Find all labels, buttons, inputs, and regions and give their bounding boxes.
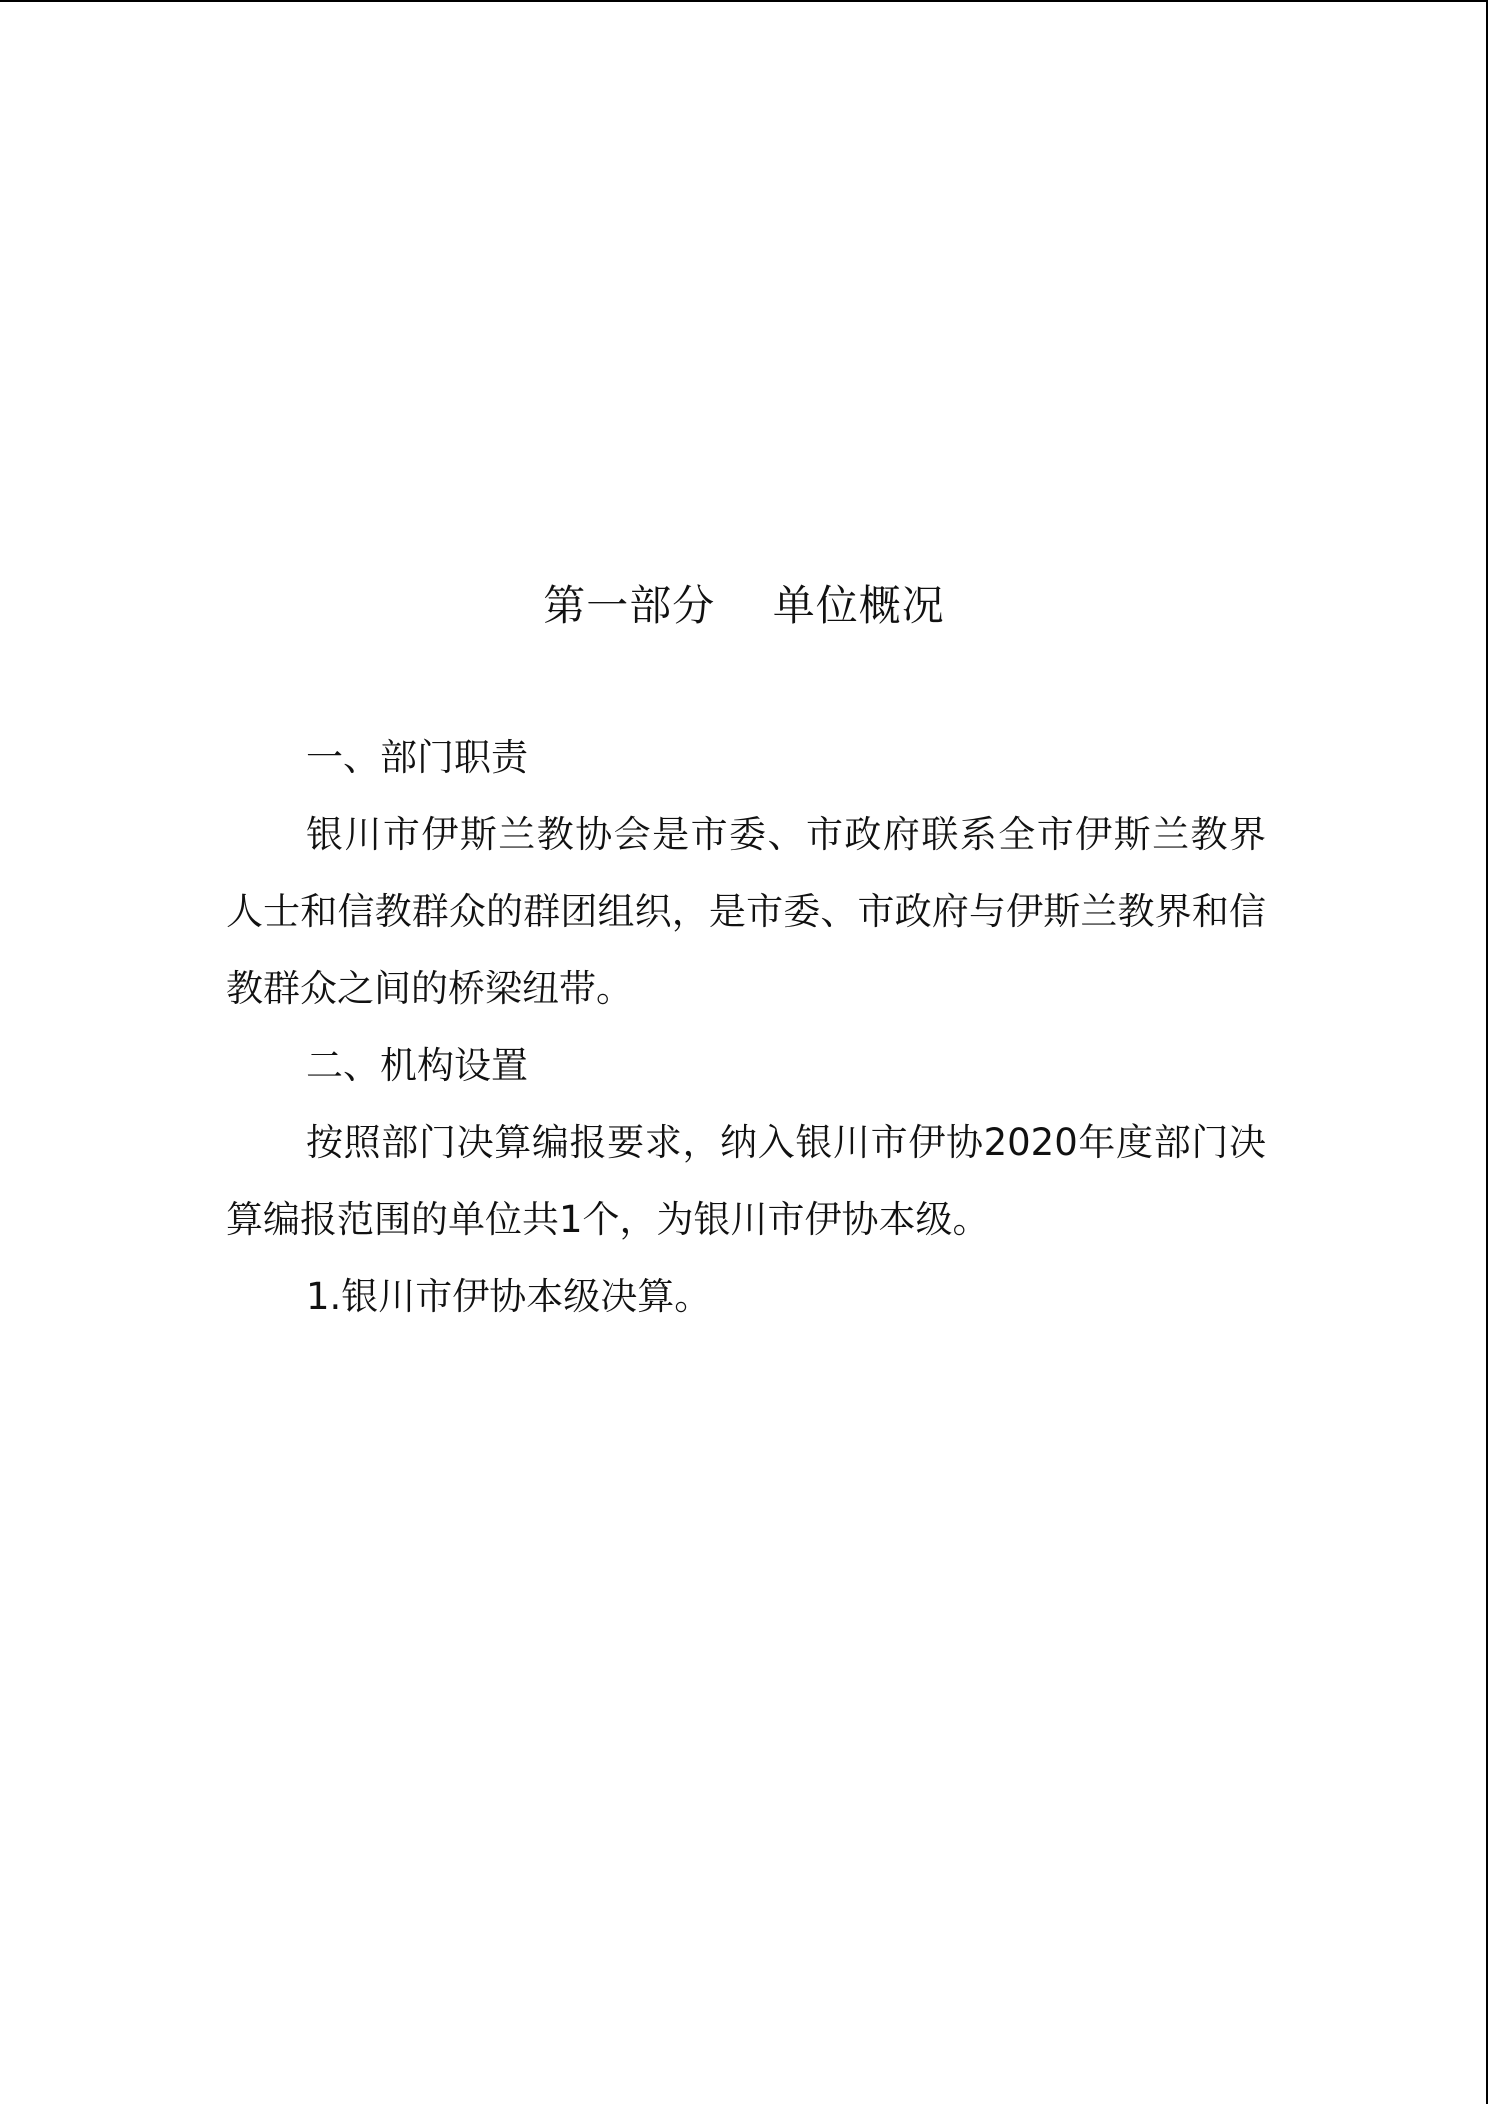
section-heading-organization: 二、机构设置: [306, 1044, 528, 1087]
section-body-organization: 按照部门决算编报要求，纳入银川市伊协2020年度部门决算编报范围的单位共1个，为银川市伊协本级。: [226, 1121, 1266, 1241]
page-top-border: [0, 0, 1488, 2]
document-body: [226, 719, 1266, 1335]
document-title: 第一部分 单位概况: [543, 581, 945, 630]
list-item: 1.银川市伊协本级决算。: [306, 1275, 712, 1318]
section-body-responsibilities: 银川市伊斯兰教协会是市委、市政府联系全市伊斯兰教界人士和信教群众的群团组织，是市委、市政府与伊斯兰教界和信教群众之间的桥梁纽带。: [226, 813, 1266, 1010]
section-heading-responsibilities: 一、部门职责: [306, 736, 528, 779]
